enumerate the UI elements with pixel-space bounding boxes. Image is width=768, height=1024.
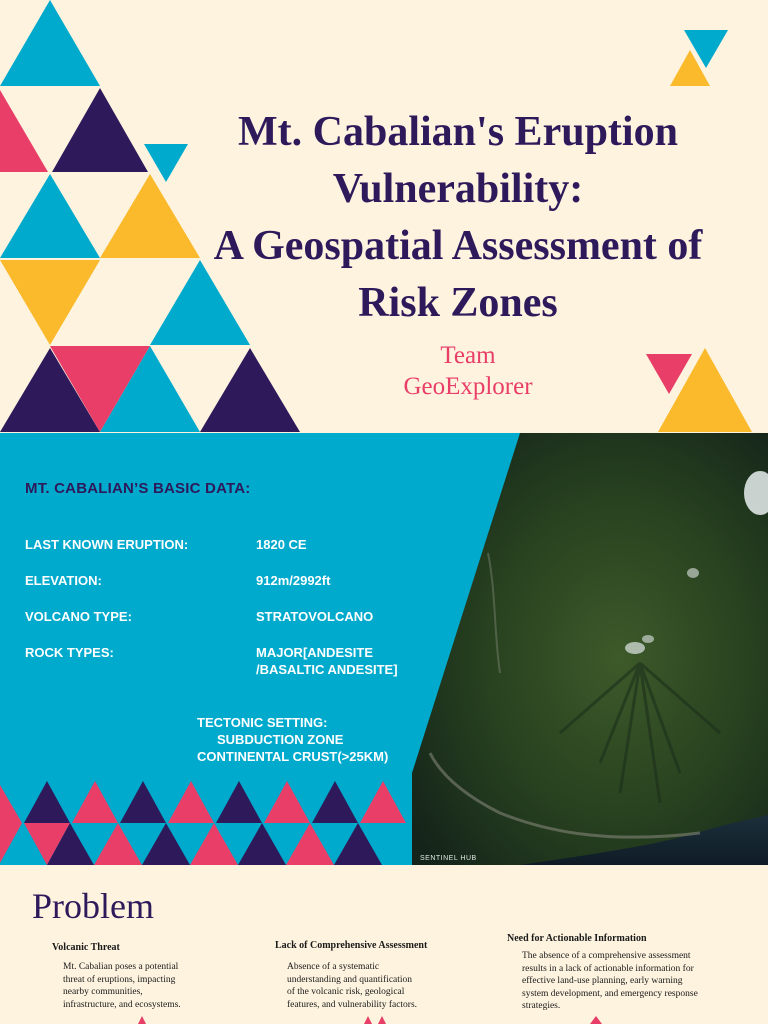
data-value-line: 1820 CE [256, 537, 307, 552]
title-line: Risk Zones [358, 280, 558, 326]
title-slide [0, 0, 768, 432]
text-line: of the volcanic risk, geological [287, 987, 405, 997]
problem-slide [0, 866, 768, 1024]
text-line: understanding and quantification [287, 974, 413, 985]
data-label: VOLCANO TYPE: [25, 609, 132, 624]
title-line: Mt. Cabalian's Eruption [238, 109, 678, 155]
basic-data-slide [0, 433, 768, 865]
problem-column-text [63, 961, 213, 1011]
basic-data-heading: MT. CABALIAN’S BASIC DATA: [25, 480, 251, 497]
text-line: system development, and emergency response [522, 988, 698, 999]
tectonic-line: SUBDUCTION ZONE [217, 732, 344, 747]
data-value-line: /BASALTIC ANDESITE] [256, 662, 398, 677]
data-label: ROCK TYPES: [25, 645, 114, 660]
data-value-line: 912m/2992ft [256, 573, 331, 588]
text-line: features, and vulnerability factors. [287, 999, 418, 1010]
team-line: Team [440, 342, 496, 369]
data-value [256, 608, 446, 625]
title-line: Vulnerability: [332, 166, 584, 212]
problem-heading: Problem [32, 886, 154, 926]
text-line: results in a lack of actionable information for [522, 963, 694, 974]
problem-column-text [522, 950, 742, 1013]
team-name [330, 340, 606, 402]
text-line: Mt. Cabalian poses a potential [63, 962, 179, 972]
title-line: A Geospatial Assessment of [213, 223, 703, 269]
team-line: GeoExplorer [403, 373, 533, 400]
data-value-line: STRATOVOLCANO [256, 609, 374, 624]
tectonic-setting [197, 714, 388, 765]
tectonic-line: TECTONIC SETTING: [197, 715, 328, 730]
presentation-title [170, 104, 746, 332]
text-line: threat of eruptions, impacting [63, 974, 176, 985]
text-line: Absence of a systematic [287, 962, 380, 972]
data-value [256, 536, 446, 553]
text-line: The absence of a comprehensive assessment [522, 951, 691, 961]
text-line: infrastructure, and ecosystems. [63, 999, 181, 1010]
problem-column-title: Need for Actionable Information [507, 933, 647, 944]
data-value-line: MAJOR[ANDESITE [256, 645, 374, 660]
text-line: effective land-use planning, early warning [522, 976, 683, 986]
image-credit: SENTINEL HUB [420, 855, 477, 862]
text-line: strategies. [522, 1001, 561, 1011]
problem-column-text [287, 961, 457, 1011]
tectonic-line: CONTINENTAL CRUST(>25KM) [197, 749, 389, 764]
problem-column-title: Volcanic Threat [52, 942, 120, 953]
data-label: LAST KNOWN ERUPTION: [25, 537, 189, 552]
data-value [256, 644, 446, 678]
data-label: ELEVATION: [25, 573, 102, 588]
text-line: nearby communities, [63, 987, 143, 997]
problem-column-title: Lack of Comprehensive Assessment [275, 940, 428, 951]
data-value [256, 572, 446, 589]
